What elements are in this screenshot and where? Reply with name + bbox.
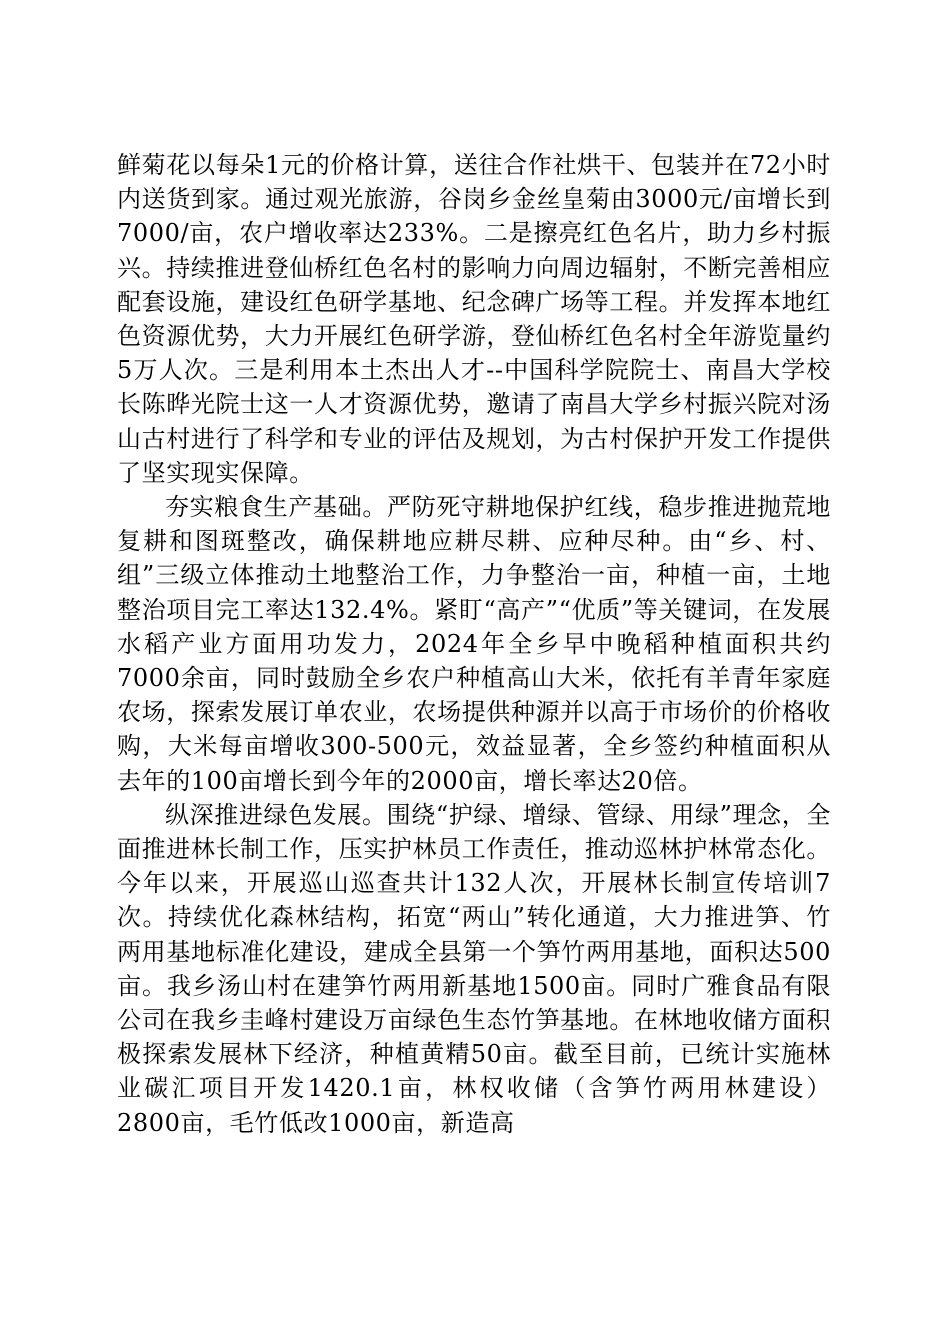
paragraph-grain-production: 夯实粮食生产基础。严防死守耕地保护红线，稳步推进抛荒地复耕和图斑整改，确保耕地应耕尽耕、应种尽种。由“乡、村、组”三级立体推动土地整治工作，力争整治一亩，种植一亩，土地整治项目完工率达132.4%。紧盯“高产”“优质”等关键词，在发展水稻产业方面用功发力，2024年全乡早中晚稻种植面积共约7000余亩，同时鼓励全乡农户种植高山大米，依托有羊青年家庭农场，探索发展订单农业，农场提供种源并以高于市场价的价格收购，大米每亩增收300-500元，效益显著，全乡签约种植面积从去年的100亩增长到今年的2000亩，增长率达20倍。 bbox=[117, 493, 831, 795]
paragraph-green-development: 纵深推进绿色发展。围绕“护绿、增绿、管绿、用绿”理念，全面推进林长制工作，压实护林员工作责任，推动巡林护林常态化。今年以来，开展巡山巡查共计132人次，开展林长制宣传培训7次。持续优化森林结构，拓宽“两山”转化通道，大力推进笋、竹两用基地标准化建设，建成全县第一个笋竹两用基地，面积达500亩。我乡汤山村在建笋竹两用新基地1500亩。同时广雅食品有限公司在我乡圭峰村建设万亩绿色生态竹笋基地。在林地收储方面积极探索发展林下经济，种植黄精50亩。截至目前，已统计实施林业碳汇项目开发1420.1亩，林权收储（含笋竹两用林建设）2800亩，毛竹低改1000亩，新造高 bbox=[117, 800, 831, 1137]
paragraph-tourism-red-culture: 鲜菊花以每朵1元的价格计算，送往合作社烘干、包装并在72小时内送货到家。通过观光旅游，谷岗乡金丝皇菊由3000元/亩增长到7000/亩，农户增收率达233%。二是擦亮红色名片，助力乡村振兴。持续推进登仙桥红色名村的影响力向周边辐射，不断完善相应配套设施，建设红色研学基地、纪念碑广场等工程。并发挥本地红色资源优势，大力开展红色研学游，登仙桥红色名村全年游览量约5万人次。三是利用本土杰出人才--中国科学院院士、南昌大学校长陈晔光院士这一人才资源优势，邀请了南昌大学乡村振兴院对汤山古村进行了科学和专业的评估及规划，为古村保护开发工作提供了坚实现实保障。 bbox=[117, 151, 831, 487]
document-body bbox=[117, 148, 831, 1140]
